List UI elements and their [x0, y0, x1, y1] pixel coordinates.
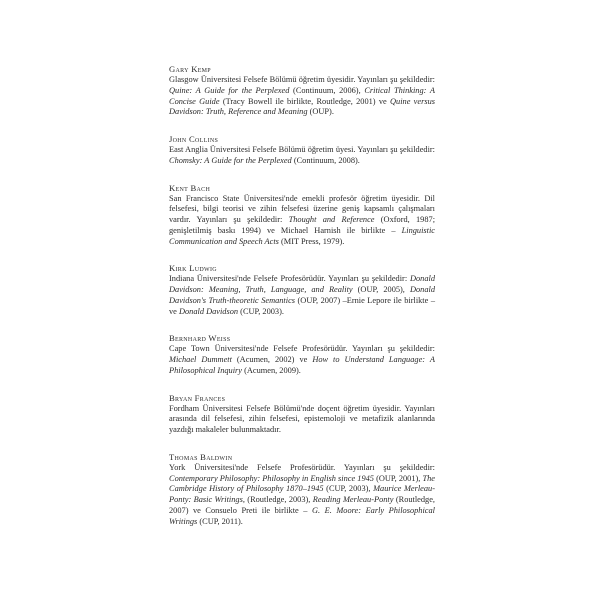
- contributor-bio: [169, 145, 435, 167]
- contributor-bio: [169, 344, 435, 376]
- book-title: Linguistic Communication and Speech Acts: [169, 225, 435, 246]
- contributor-name: Bryan Frances: [169, 392, 226, 403]
- book-title: Thought and Reference: [288, 215, 375, 224]
- bio-text: (OUP, 2001),: [373, 473, 423, 483]
- contributor-name: Thomas Baldwin: [169, 451, 233, 462]
- book-title: Quine: A Guide for the Perplexed: [169, 85, 290, 95]
- bio-text: (CUP, 2011).: [197, 516, 243, 526]
- contributor-entry: [169, 183, 435, 248]
- bio-text: (Acumen, 2009).: [242, 365, 301, 375]
- bio-text: (Continuum, 2006),: [289, 85, 365, 95]
- book-title: Quine versus Davidson: Truth, Reference and Meaning: [169, 96, 435, 117]
- bio-text: Fordham Üniversitesi Felsefe Bölümü'nde doçent öğretim üyesidir. Yayınları arasında dil felsefesi, zihin felsefesi, epistemoloji ve metafizik alanlarında yazdığı makaleler bulunmaktadır.: [169, 403, 435, 434]
- bio-text: (Acumen, 2002) ve: [231, 355, 313, 364]
- bio-text: (CUP, 2003),: [323, 484, 374, 494]
- bio-text: (CUP, 2003).: [238, 306, 284, 316]
- contributor-bio: [169, 274, 435, 317]
- contributor-entry: [169, 64, 435, 118]
- bio-text: Indiana Üniversitesi'nde Felsefe Profesörüdür. Yayınları şu şekildedir:: [169, 274, 410, 284]
- bio-text: York Üniversitesi'nde Felsefe Profesörüdür. Yayınları şu şekildedir:: [169, 462, 435, 472]
- bio-text: San Francisco State Üniversitesi'nde emekli profesör öğretim üyesidir. Dil felsefesi, bilgi teorisi ve zihin felsefesi üzerine geniş kapsamlı çalışmaları vardır. Yayınları şu şekildedir:: [169, 193, 435, 224]
- contributor-name: John Collins: [169, 134, 219, 144]
- bio-text: (Routledge, 2007) ve Consuelo Preti ile birlikte –: [169, 495, 436, 515]
- bio-text: (OUP, 2007) –Ernie Lepore ile birlikte – ve: [169, 295, 435, 316]
- contributor-entry: [169, 452, 435, 528]
- bio-text: (OUP, 2005),: [352, 285, 410, 294]
- bio-text: (OUP).: [307, 107, 334, 117]
- contributors-list: [169, 64, 435, 543]
- book-title: Chomsky: A Guide for the Perplexed: [169, 155, 292, 165]
- contributor-entry: [169, 134, 435, 167]
- book-title: Donald Davidson: Meaning, Truth, Language, and Reality: [169, 274, 435, 294]
- bio-text: (Continuum, 2008).: [291, 155, 360, 165]
- contributor-bio: [169, 463, 435, 528]
- book-title: The Cambridge History of Philosophy 1870–1945: [169, 473, 435, 494]
- contributor-bio: [169, 75, 435, 118]
- contributor-entry: [169, 333, 435, 376]
- contributor-bio: [169, 194, 435, 248]
- contributor-entry: [169, 263, 435, 317]
- book-title: G. E. Moore: Early Philosophical Writings: [169, 505, 435, 526]
- bio-text: , (Routledge, 2003),: [242, 495, 313, 504]
- bio-text: (MIT Press, 1979).: [278, 236, 345, 246]
- contributor-name: Kent Bach: [169, 182, 211, 193]
- contributor-name: Bernhard Weiss: [169, 333, 231, 344]
- book-title: Contemporary Philosophy: Philosophy in English since 1945: [169, 473, 374, 483]
- book-title: Donald Davidson: [178, 306, 239, 316]
- contributor-entry: [169, 393, 435, 436]
- book-title: How to Understand Language: A Philosophical Inquiry: [169, 355, 435, 375]
- bio-text: East Anglia Üniversitesi Felsefe Bölümü öğretim üyesi. Yayınları şu şekildedir:: [169, 145, 435, 154]
- book-title: Michael Dummett: [169, 355, 232, 364]
- contributor-bio: [169, 404, 435, 436]
- contributor-name: Kirk Ludwig: [169, 263, 217, 274]
- book-title: Critical Thinking: A Concise Guide: [169, 85, 435, 106]
- contributor-name: Gary Kemp: [169, 64, 211, 74]
- bio-text: Glasgow Üniversitesi Felsefe Bölümü öğretim üyesidir. Yayınları şu şekildedir:: [169, 75, 435, 84]
- book-title: Maurice Merleau-Ponty: Basic Writings: [169, 484, 435, 504]
- book-title: Donald Davidson's Truth-theoretic Semantics: [169, 285, 435, 305]
- bio-text: (Oxford, 1987; genişletilmiş baskı 1994) ve Michael Harnish ile birlikte –: [169, 215, 436, 235]
- bio-text: (Tracy Bowell ile birlikte, Routledge, 2001) ve: [219, 96, 391, 106]
- bio-text: Cape Town Üniversitesi'nde Felsefe Profesörüdür. Yayınları şu şekildedir:: [169, 344, 435, 354]
- book-title: Reading Merleau-Ponty: [312, 495, 394, 504]
